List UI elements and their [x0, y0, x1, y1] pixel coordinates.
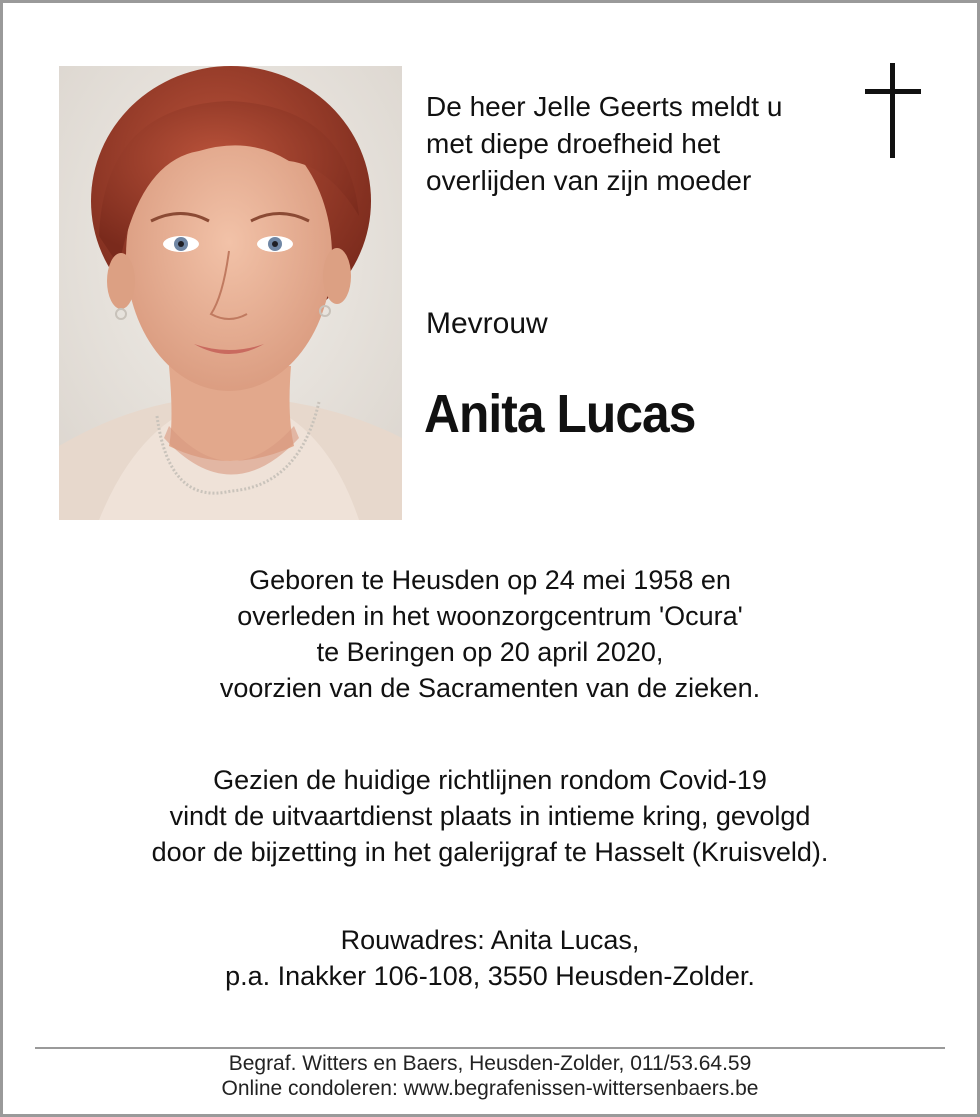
ceremony-details	[0, 762, 980, 870]
ceremony-line: Gezien de huidige richtlijnen rondom Covid-19	[213, 765, 767, 795]
detail-line: te Beringen op 20 april 2020,	[316, 637, 664, 667]
address-line: p.a. Inakker 106-108, 3550 Heusden-Zolder.	[225, 961, 755, 991]
portrait-photo	[59, 66, 402, 520]
condolence-address	[0, 922, 980, 994]
intro-line: De heer Jelle Geerts meldt u	[426, 91, 783, 122]
footer-divider	[35, 1047, 945, 1049]
address-line: Rouwadres: Anita Lucas,	[340, 925, 640, 955]
birth-death-details	[0, 562, 980, 706]
intro-line: met diepe droefheid het	[426, 128, 721, 159]
detail-line: overleden in het woonzorgcentrum 'Ocura'	[237, 601, 743, 631]
deceased-name: Anita Lucas	[424, 384, 696, 444]
ceremony-line: door de bijzetting in het galerijgraf te Hasselt (Kruisveld).	[151, 837, 829, 867]
ceremony-line: vindt de uitvaartdienst plaats in intieme kring, gevolgd	[169, 801, 811, 831]
funeral-home-footer	[0, 1051, 980, 1101]
honorific-title: Mevrouw	[426, 307, 548, 340]
detail-line: Geboren te Heusden op 24 mei 1958 en	[249, 565, 731, 595]
announcement-intro	[426, 88, 846, 199]
cross-icon	[865, 63, 921, 158]
intro-line: overlijden van zijn moeder	[426, 165, 752, 196]
footer-link[interactable]: Online condoleren: www.begrafenissen-wittersenbaers.be	[221, 1077, 759, 1100]
footer-line: Begraf. Witters en Baers, Heusden-Zolder, 011/53.64.59	[228, 1052, 752, 1075]
detail-line: voorzien van de Sacramenten van de zieken.	[219, 673, 761, 703]
